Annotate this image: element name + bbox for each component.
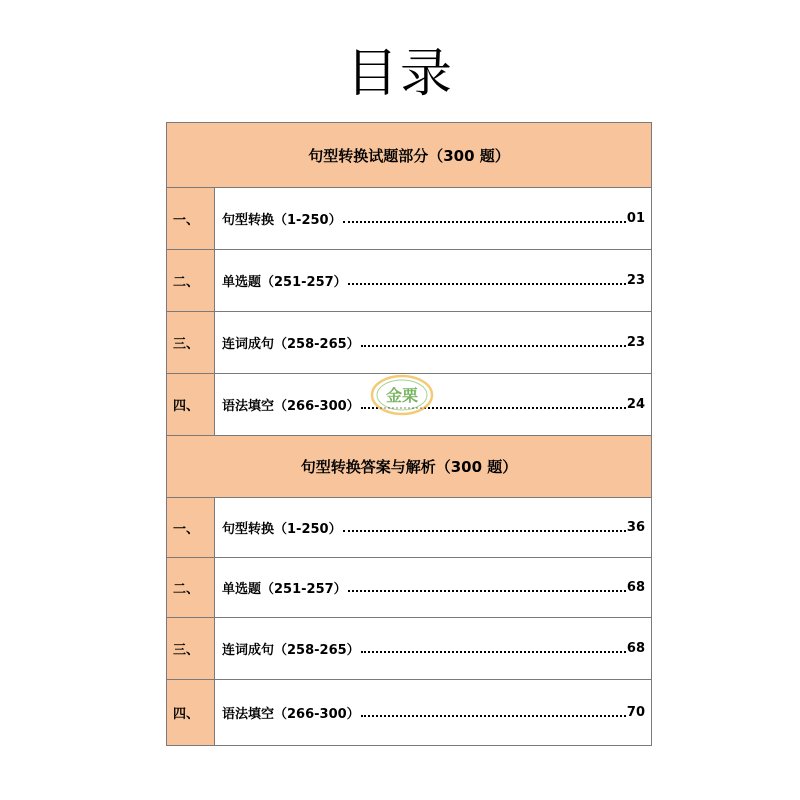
row-page-number: 68: [626, 641, 645, 656]
row-page-number: 23: [626, 273, 645, 288]
toc-row[interactable]: [167, 250, 651, 312]
row-label: 语法填空（266-300）: [222, 707, 360, 722]
row-entry[interactable]: [215, 498, 651, 557]
watermark-logo: [370, 374, 434, 416]
toc-row[interactable]: [167, 312, 651, 374]
row-page-number: 36: [626, 520, 645, 535]
row-page-number: 24: [626, 397, 645, 412]
dot-leader: [361, 650, 626, 653]
dot-leader: [361, 344, 626, 347]
row-label: 单选题（251-257）: [222, 275, 347, 290]
table-of-contents: [166, 122, 652, 746]
row-page-number: 68: [626, 580, 645, 595]
dot-leader: [343, 529, 626, 532]
toc-row[interactable]: [167, 188, 651, 250]
row-label: 语法填空（266-300）: [222, 399, 360, 414]
section-header-answers: 句型转换答案与解析（300 题）: [167, 436, 651, 498]
row-entry[interactable]: [215, 188, 651, 249]
row-label: 句型转换（1-250）: [222, 522, 342, 537]
toc-row[interactable]: [167, 558, 651, 618]
row-entry[interactable]: [215, 680, 651, 745]
watermark-text: 金栗: [385, 386, 419, 405]
row-number: 三、: [167, 312, 215, 373]
row-number: 三、: [167, 618, 215, 679]
dot-leader: [361, 714, 626, 717]
row-label: 单选题（251-257）: [222, 582, 347, 597]
row-number: 二、: [167, 558, 215, 617]
row-label: 连词成句（258-265）: [222, 337, 360, 352]
row-entry[interactable]: [215, 618, 651, 679]
row-page-number: 23: [626, 335, 645, 350]
row-page-number: 70: [626, 705, 645, 720]
toc-row[interactable]: [167, 618, 651, 680]
row-label: 句型转换（1-250）: [222, 213, 342, 228]
page-title: 目录: [345, 44, 454, 104]
row-number: 四、: [167, 374, 215, 435]
dot-leader: [348, 282, 626, 285]
row-number: 一、: [167, 188, 215, 249]
section-header-questions: 句型转换试题部分（300 题）: [167, 123, 651, 188]
toc-row[interactable]: [167, 680, 651, 745]
row-entry[interactable]: [215, 312, 651, 373]
row-entry[interactable]: [215, 558, 651, 617]
row-number: 二、: [167, 250, 215, 311]
dot-leader: [348, 589, 626, 592]
row-label: 连词成句（258-265）: [222, 643, 360, 658]
row-number: 一、: [167, 498, 215, 557]
dot-leader: [343, 220, 626, 223]
row-number: 四、: [167, 680, 215, 745]
toc-row[interactable]: [167, 498, 651, 558]
row-page-number: 01: [626, 211, 645, 226]
row-entry[interactable]: [215, 250, 651, 311]
